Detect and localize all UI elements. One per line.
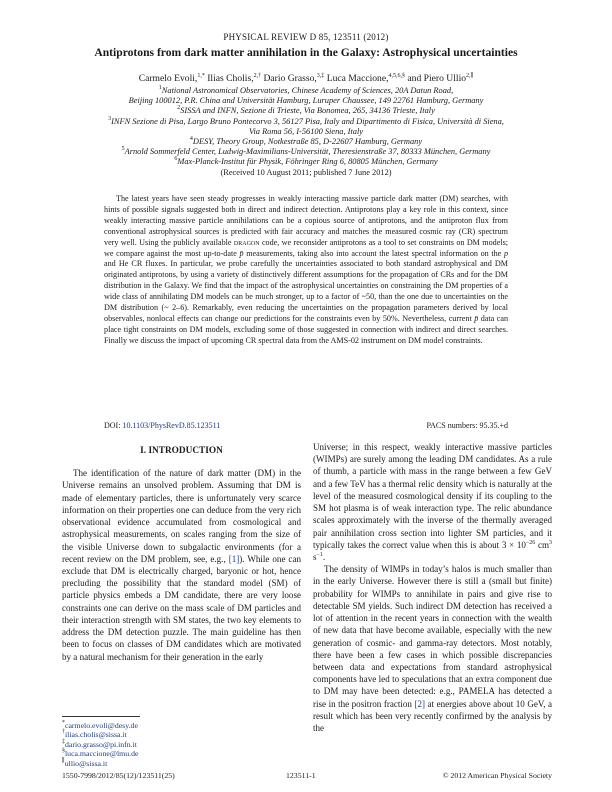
body-span: at energies above about 10 GeV, a result which has been very recently confirmed by the analysis by the — [313, 698, 553, 734]
pacs-numbers: PACS numbers: 95.35.+d — [426, 421, 508, 430]
antiproton-symbol: p̄ — [474, 313, 479, 323]
exponent: −1 — [316, 551, 323, 558]
footnote-rule — [62, 716, 140, 717]
author-marks: 4,5,6,§ — [388, 73, 405, 79]
affiliation-line: Max-Planck-Institut für Physik, Föhringer Ring 6, 80805 München, Germany — [177, 157, 438, 167]
affiliation — [30, 106, 582, 116]
unit: cm — [537, 539, 549, 550]
email-link[interactable]: ullio@sissa.it — [64, 758, 108, 768]
page-number: 123511-1 — [286, 771, 316, 780]
affiliations — [30, 86, 582, 178]
author-marks: 2,† — [253, 73, 262, 79]
author-name: Dario Grasso, — [263, 73, 317, 84]
citation-link[interactable]: [2] — [414, 698, 426, 709]
unit: s — [313, 551, 317, 562]
intro-paragraph — [313, 441, 552, 563]
affiliation-number: 4 — [189, 136, 193, 143]
abstract-span: The latest years have seen steady progresses in weakly interacting massive particle dark matter (DM) searches, with hints of possible signals suggested both in direct and indirect detection. Antiprotons play a key role in this context, since weakly interacting massive particle annihilations can be a copious source of antiprotons, and the antiproton flux from conventional astrophysical sources is predicted with fair accuracy and matches the measured cosmic ray (CR) spectrum very well. Using the publicly available — [104, 194, 508, 247]
abstract-span: and He CR fluxes. In particular, we probe carefully the uncertainties associated to both standard astrophysical and DM originated antiprotons, by using a variety of distinctively different assumptions for the propagation of CRs and for the DM distribution in the Galaxy. We find that the impact of the astrophysical uncertainties on constraining the DM properties of a wide class of annihilating DM models can be much stronger, up to a factor of ~50, than the one due to uncertainties on the DM distribution (~ 2–6). Remarkably, even reducing the uncertainties on the propagation parameters derived by local observables, nonlocal effects can change our predictions for the constraints even by 50%. Nevertheless, current — [104, 259, 508, 323]
footnote-mark: † — [62, 729, 65, 736]
doi-line — [104, 421, 508, 430]
received-dates: (Received 10 August 2011; published 7 June 2012) — [220, 167, 392, 177]
affiliation-number: 2 — [177, 105, 181, 112]
paper-title: Antiprotons from dark matter annihilation in the Galaxy: Astrophysical uncertainties — [94, 46, 518, 59]
journal-header: PHYSICAL REVIEW D 85, 123511 (2012) — [223, 32, 389, 42]
issn-line: 1550-7998/2012/85(12)/123511(25) — [62, 771, 175, 780]
proton-symbol: p — [503, 248, 509, 258]
intro-paragraph — [62, 467, 301, 663]
abstract-span: code, we reconsider antiprotons as a tool to set constraints on DM models; we compare against the most up-to-date — [104, 237, 508, 258]
code-name: dragon — [233, 237, 260, 247]
affiliation — [30, 86, 582, 96]
doi-link[interactable]: 10.1103/PhysRevD.85.123511 — [122, 421, 221, 430]
body-span: . — [322, 551, 326, 562]
antiproton-symbol: p̄ — [239, 248, 244, 258]
author-name: Luca Maccione, — [326, 73, 389, 84]
affiliation-number: 5 — [121, 146, 125, 153]
body-span: ). While one can exclude that DM is electrically charged, baryonic or hot, hence precluding the possibility that the standard model (SM) of particle physics embeds a DM candidate, there are very loose constraints one can derive on the mass scale of DM particles and their interaction strength with SM states, the two key elements to address the DM detection puzzle. The main guideline has then been to focus on classes of DM candidates which are motivated by a natural mechanism for their generation in the early — [62, 553, 301, 662]
affiliation-line: Via Roma 56, I-56100 Siena, Italy — [248, 126, 364, 136]
affiliation-line: DESY, Theory Group, Notkestraße 85, D-22607 Hamburg, Germany — [192, 137, 423, 147]
body-span: The identification of the nature of dark matter (DM) in the Universe remains an unsolved problem. Assuming that DM is made of elementary particles, there is unfortunately very scarce information on their properties one can deduce from the very rich observational evidence accumulated from cosmological and astrophysical measurements, on scales ranging from the size of the visible Universe down to subgalactic environments (for a recent review on the DM problem, see, e.g., — [62, 468, 301, 564]
right-column — [313, 441, 552, 734]
footnote — [62, 759, 138, 768]
doi-label: DOI: — [104, 421, 121, 430]
author-name: and Piero Ullio — [407, 73, 467, 84]
footnote-mark: * — [62, 720, 65, 726]
email-link[interactable]: carmelo.evoli@desy.de — [65, 721, 138, 730]
footnote-mark: ∥ — [62, 757, 65, 764]
footnote-mark: ‡ — [62, 738, 65, 745]
footnote-mark: § — [62, 748, 65, 755]
footnote — [62, 730, 138, 739]
affiliation-line: Beijing 100012, P.R. China and Universität Hamburg, Luruper Chaussee, 149 22761 Hamburg, Germany — [128, 96, 484, 106]
affiliation — [30, 147, 582, 157]
author-marks: 3,‡ — [316, 73, 325, 79]
citation-link[interactable]: [1] — [228, 553, 240, 564]
author-name: Ilias Cholis, — [207, 73, 254, 84]
author-marks: 1,* — [197, 73, 205, 79]
affiliation-number: 6 — [174, 156, 178, 163]
exponent: 3 — [549, 539, 552, 546]
copyright: © 2012 American Physical Society — [442, 771, 552, 780]
author-marks: 2,∥ — [466, 73, 474, 79]
intro-paragraph — [313, 563, 552, 734]
affiliation — [30, 137, 582, 147]
left-column — [62, 441, 301, 663]
affiliation-line: Arnold Sommerfeld Center, Ludwig-Maximilians-Universität, Theresienstraße 37, 80333 München, Germany — [124, 147, 491, 157]
affiliation-line: National Astronomical Observatories, Chinese Academy of Sciences, 20A Datun Road, — [161, 86, 454, 95]
affiliation-number: 1 — [158, 85, 162, 91]
affiliation-number: 3 — [108, 115, 112, 122]
footnotes — [62, 721, 138, 768]
author-list — [40, 73, 572, 84]
section-heading: I. INTRODUCTION — [140, 446, 223, 456]
footnote — [62, 721, 138, 730]
email-link[interactable]: dario.grasso@pi.infn.it — [65, 739, 137, 749]
affiliation-line: SISSA and INFN, Sezione di Trieste, Via Bonomea, 265, 34136 Trieste, Italy — [180, 106, 435, 116]
footnote — [62, 749, 138, 758]
body-span: The density of WIMPs in today’s halos is much smaller than in the early Universe. However there is still a (small but finite) probability for WIMPs to annihilate in pairs and give rise to detectable SM yields. Such indirect DM detection has received a lot of attention in the recent years in connection with the wealth of new data that have become available, especially with the new generation of cosmic- and gamma-ray detectors. Most notably, there have been a few cases in which possible discrepancies between data and expectations from standard astrophysical components have led to speculations that an extra component due to DM may have been detected: e.g., PAMELA has detected a rise in the positron fraction — [313, 564, 552, 709]
abstract-span: measurements, taking also into account the latest spectral information on the — [246, 248, 502, 258]
body-span: Universe; in this respect, weakly interactive massive particles (WIMPs) are surely among the leading DM candidates. As a rule of thumb, a particle with mass in the range between a few GeV and a few TeV has a thermal relic density which is naturally at the level of the measured cosmological density if its coupling to the SM hot plasma is of weak interaction type. The relic abundance scales approximately with the inverse of the thermally averaged pair annihilation cross section into lighter SM particles, and it typically takes the correct value when this is about 3 × 10 — [313, 442, 552, 550]
abstract — [104, 194, 508, 347]
affiliation — [30, 117, 582, 127]
abstract-text — [104, 194, 508, 347]
exponent: −26 — [525, 539, 536, 546]
email-link[interactable]: luca.maccione@lmu.de — [65, 749, 139, 759]
author-name: Carmelo Evoli, — [138, 73, 198, 84]
abstract-span: data can place tight constraints on DM models, excluding some of those suggested in connection with indirect and direct searches. Finally we discuss the impact of upcoming CR spectral data from the AMS-02 instrument on DM model constraints. — [104, 313, 509, 345]
affiliation-line: INFN Sezione di Pisa, Largo Bruno Pontecorvo 3, 56127 Pisa, Italy and Dipartimento di Fisica, Università di Siena, — [111, 116, 504, 126]
footnote — [62, 740, 138, 749]
email-link[interactable]: ilias.cholis@sissa.it — [65, 730, 127, 740]
affiliation — [30, 157, 582, 167]
